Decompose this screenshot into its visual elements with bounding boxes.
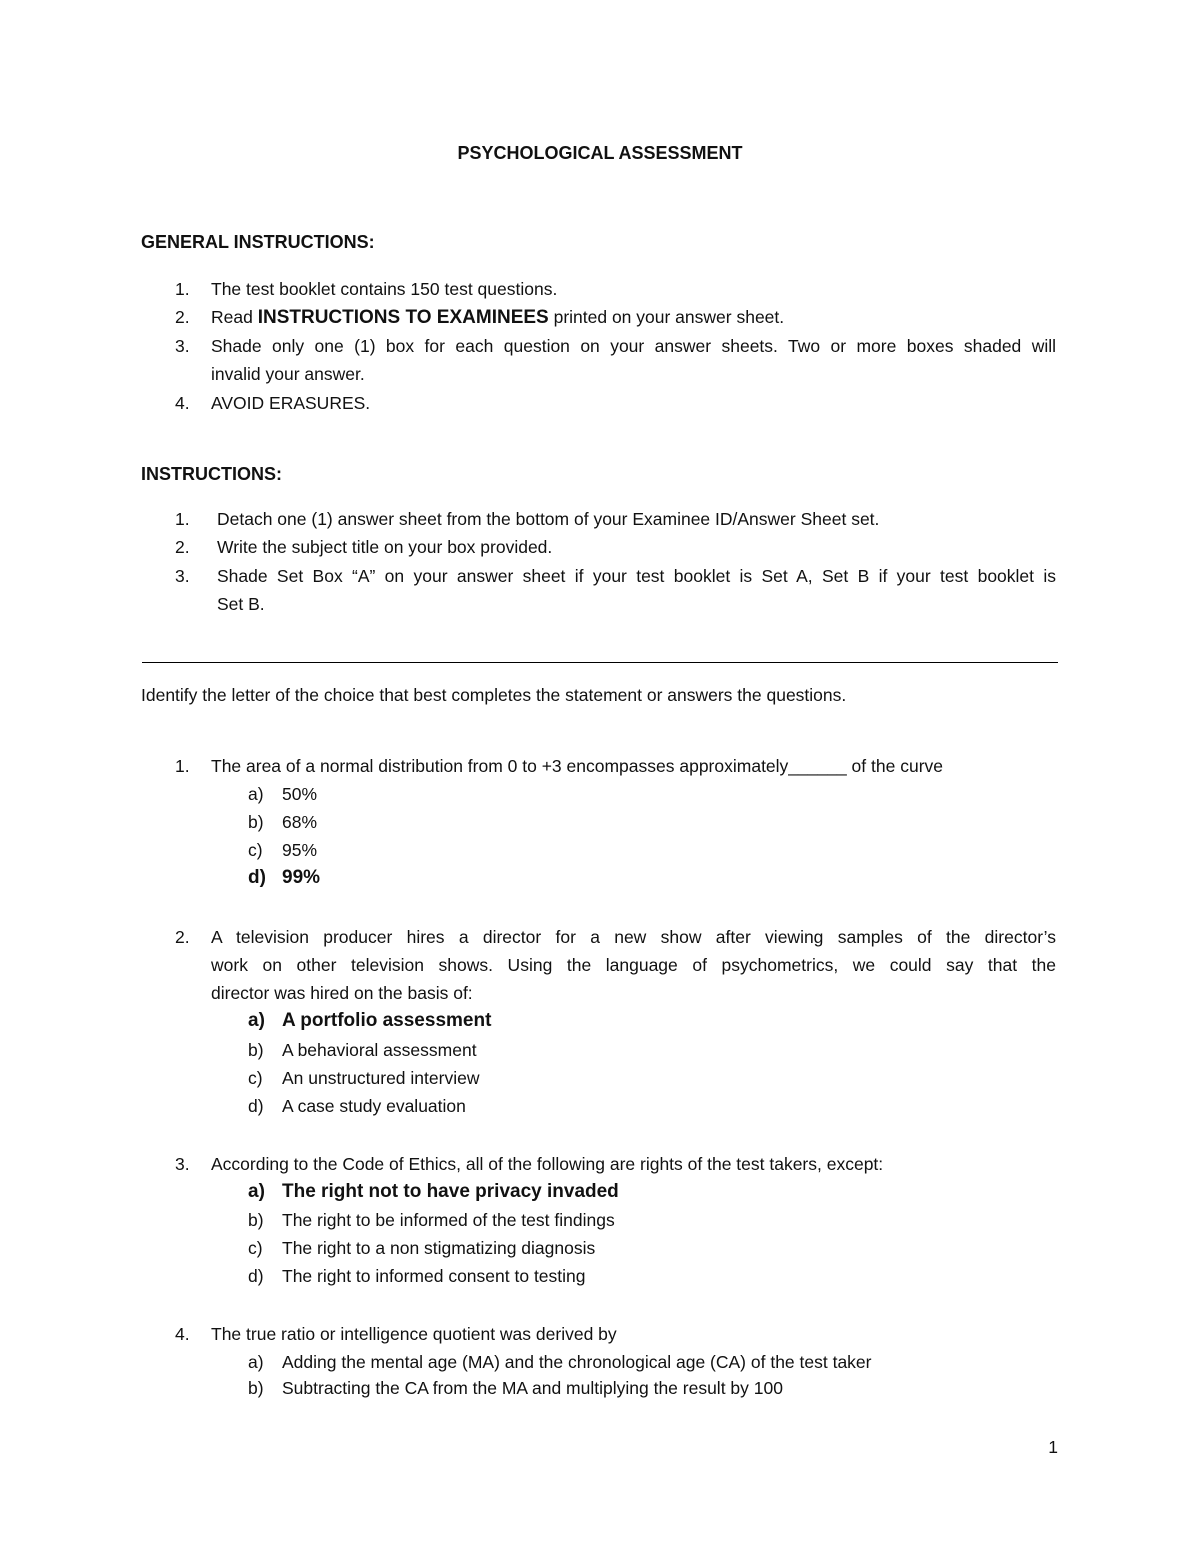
page-number: 1 [1048, 1437, 1058, 1457]
question-number: 1. [175, 756, 190, 776]
question-text-line3: director was hired on the basis of: [211, 983, 473, 1003]
option-letter: a) [248, 1181, 265, 1202]
list-text-line1: Shade only one (1) box for each question on your answer sheets. Two or more boxes shaded will [211, 336, 1056, 356]
list-text-post: printed on your answer sheet. [548, 307, 785, 327]
question-text: The area of a normal distribution from 0 to +3 encompasses approximately______ of the curve [211, 756, 944, 776]
option-letter: a) [248, 784, 264, 804]
general-instructions-heading: GENERAL INSTRUCTIONS: [141, 232, 375, 252]
option-text: 68% [282, 812, 318, 832]
option-text: A portfolio assessment [282, 1010, 492, 1031]
question-number: 2. [175, 927, 190, 947]
option-text: 50% [282, 784, 318, 804]
option-text: An unstructured interview [282, 1068, 480, 1088]
section-divider [142, 662, 1058, 663]
option-letter: b) [248, 1040, 264, 1060]
option-text: The right not to have privacy invaded [282, 1181, 619, 1202]
option-letter: a) [248, 1352, 264, 1372]
option-letter: b) [248, 1378, 264, 1398]
option-letter: b) [248, 1210, 264, 1230]
question-number: 3. [175, 1154, 190, 1174]
option-letter: d) [248, 867, 266, 888]
list-text-line2: Set B. [217, 594, 265, 614]
option-text: Subtracting the CA from the MA and multiplying the result by 100 [282, 1378, 783, 1398]
list-text-line2: invalid your answer. [211, 364, 365, 384]
list-text: The test booklet contains 150 test questions. [211, 279, 558, 299]
option-text: The right to be informed of the test findings [282, 1210, 615, 1230]
question-text-line2: work on other television shows. Using the language of psychometrics, we could say that the [211, 955, 1056, 975]
list-number: 3. [175, 336, 190, 356]
list-number: 2. [175, 307, 190, 327]
option-text: The right to informed consent to testing [282, 1266, 586, 1286]
question-number: 4. [175, 1324, 190, 1344]
option-letter: d) [248, 1266, 264, 1286]
page-title: PSYCHOLOGICAL ASSESSMENT [457, 143, 743, 163]
option-text: The right to a non stigmatizing diagnosis [282, 1238, 596, 1258]
instructions-heading: INSTRUCTIONS: [141, 464, 282, 484]
list-text-line1: Shade Set Box “A” on your answer sheet if your test booklet is Set A, Set B if your test booklet is [217, 566, 1056, 586]
option-text: Adding the mental age (MA) and the chronological age (CA) of the test taker [282, 1352, 872, 1372]
question-text: The true ratio or intelligence quotient was derived by [211, 1324, 617, 1344]
question-text: According to the Code of Ethics, all of the following are rights of the test takers, except: [211, 1154, 884, 1174]
option-letter: c) [248, 840, 263, 860]
question-text-line1: A television producer hires a director for a new show after viewing samples of the director’s [211, 927, 1056, 947]
option-letter: c) [248, 1238, 263, 1258]
option-text: 99% [282, 867, 321, 888]
directions-text: Identify the letter of the choice that best completes the statement or answers the questions. [141, 685, 847, 705]
list-text: Write the subject title on your box provided. [217, 537, 553, 557]
list-text: AVOID ERASURES. [211, 393, 371, 413]
list-number: 3. [175, 566, 190, 586]
option-text: 95% [282, 840, 318, 860]
option-letter: a) [248, 1010, 265, 1031]
option-letter: b) [248, 812, 264, 832]
list-number: 4. [175, 393, 190, 413]
list-text: Detach one (1) answer sheet from the bottom of your Examinee ID/Answer Sheet set. [217, 509, 880, 529]
list-text-pre: Read [211, 307, 258, 327]
option-text: A case study evaluation [282, 1096, 466, 1116]
option-letter: d) [248, 1096, 264, 1116]
list-number: 1. [175, 279, 190, 299]
list-number: 1. [175, 509, 190, 529]
list-text-bold: INSTRUCTIONS TO EXAMINEES [257, 307, 549, 328]
option-text: A behavioral assessment [282, 1040, 477, 1060]
list-text [211, 307, 784, 329]
option-letter: c) [248, 1068, 263, 1088]
list-number: 2. [175, 537, 190, 557]
